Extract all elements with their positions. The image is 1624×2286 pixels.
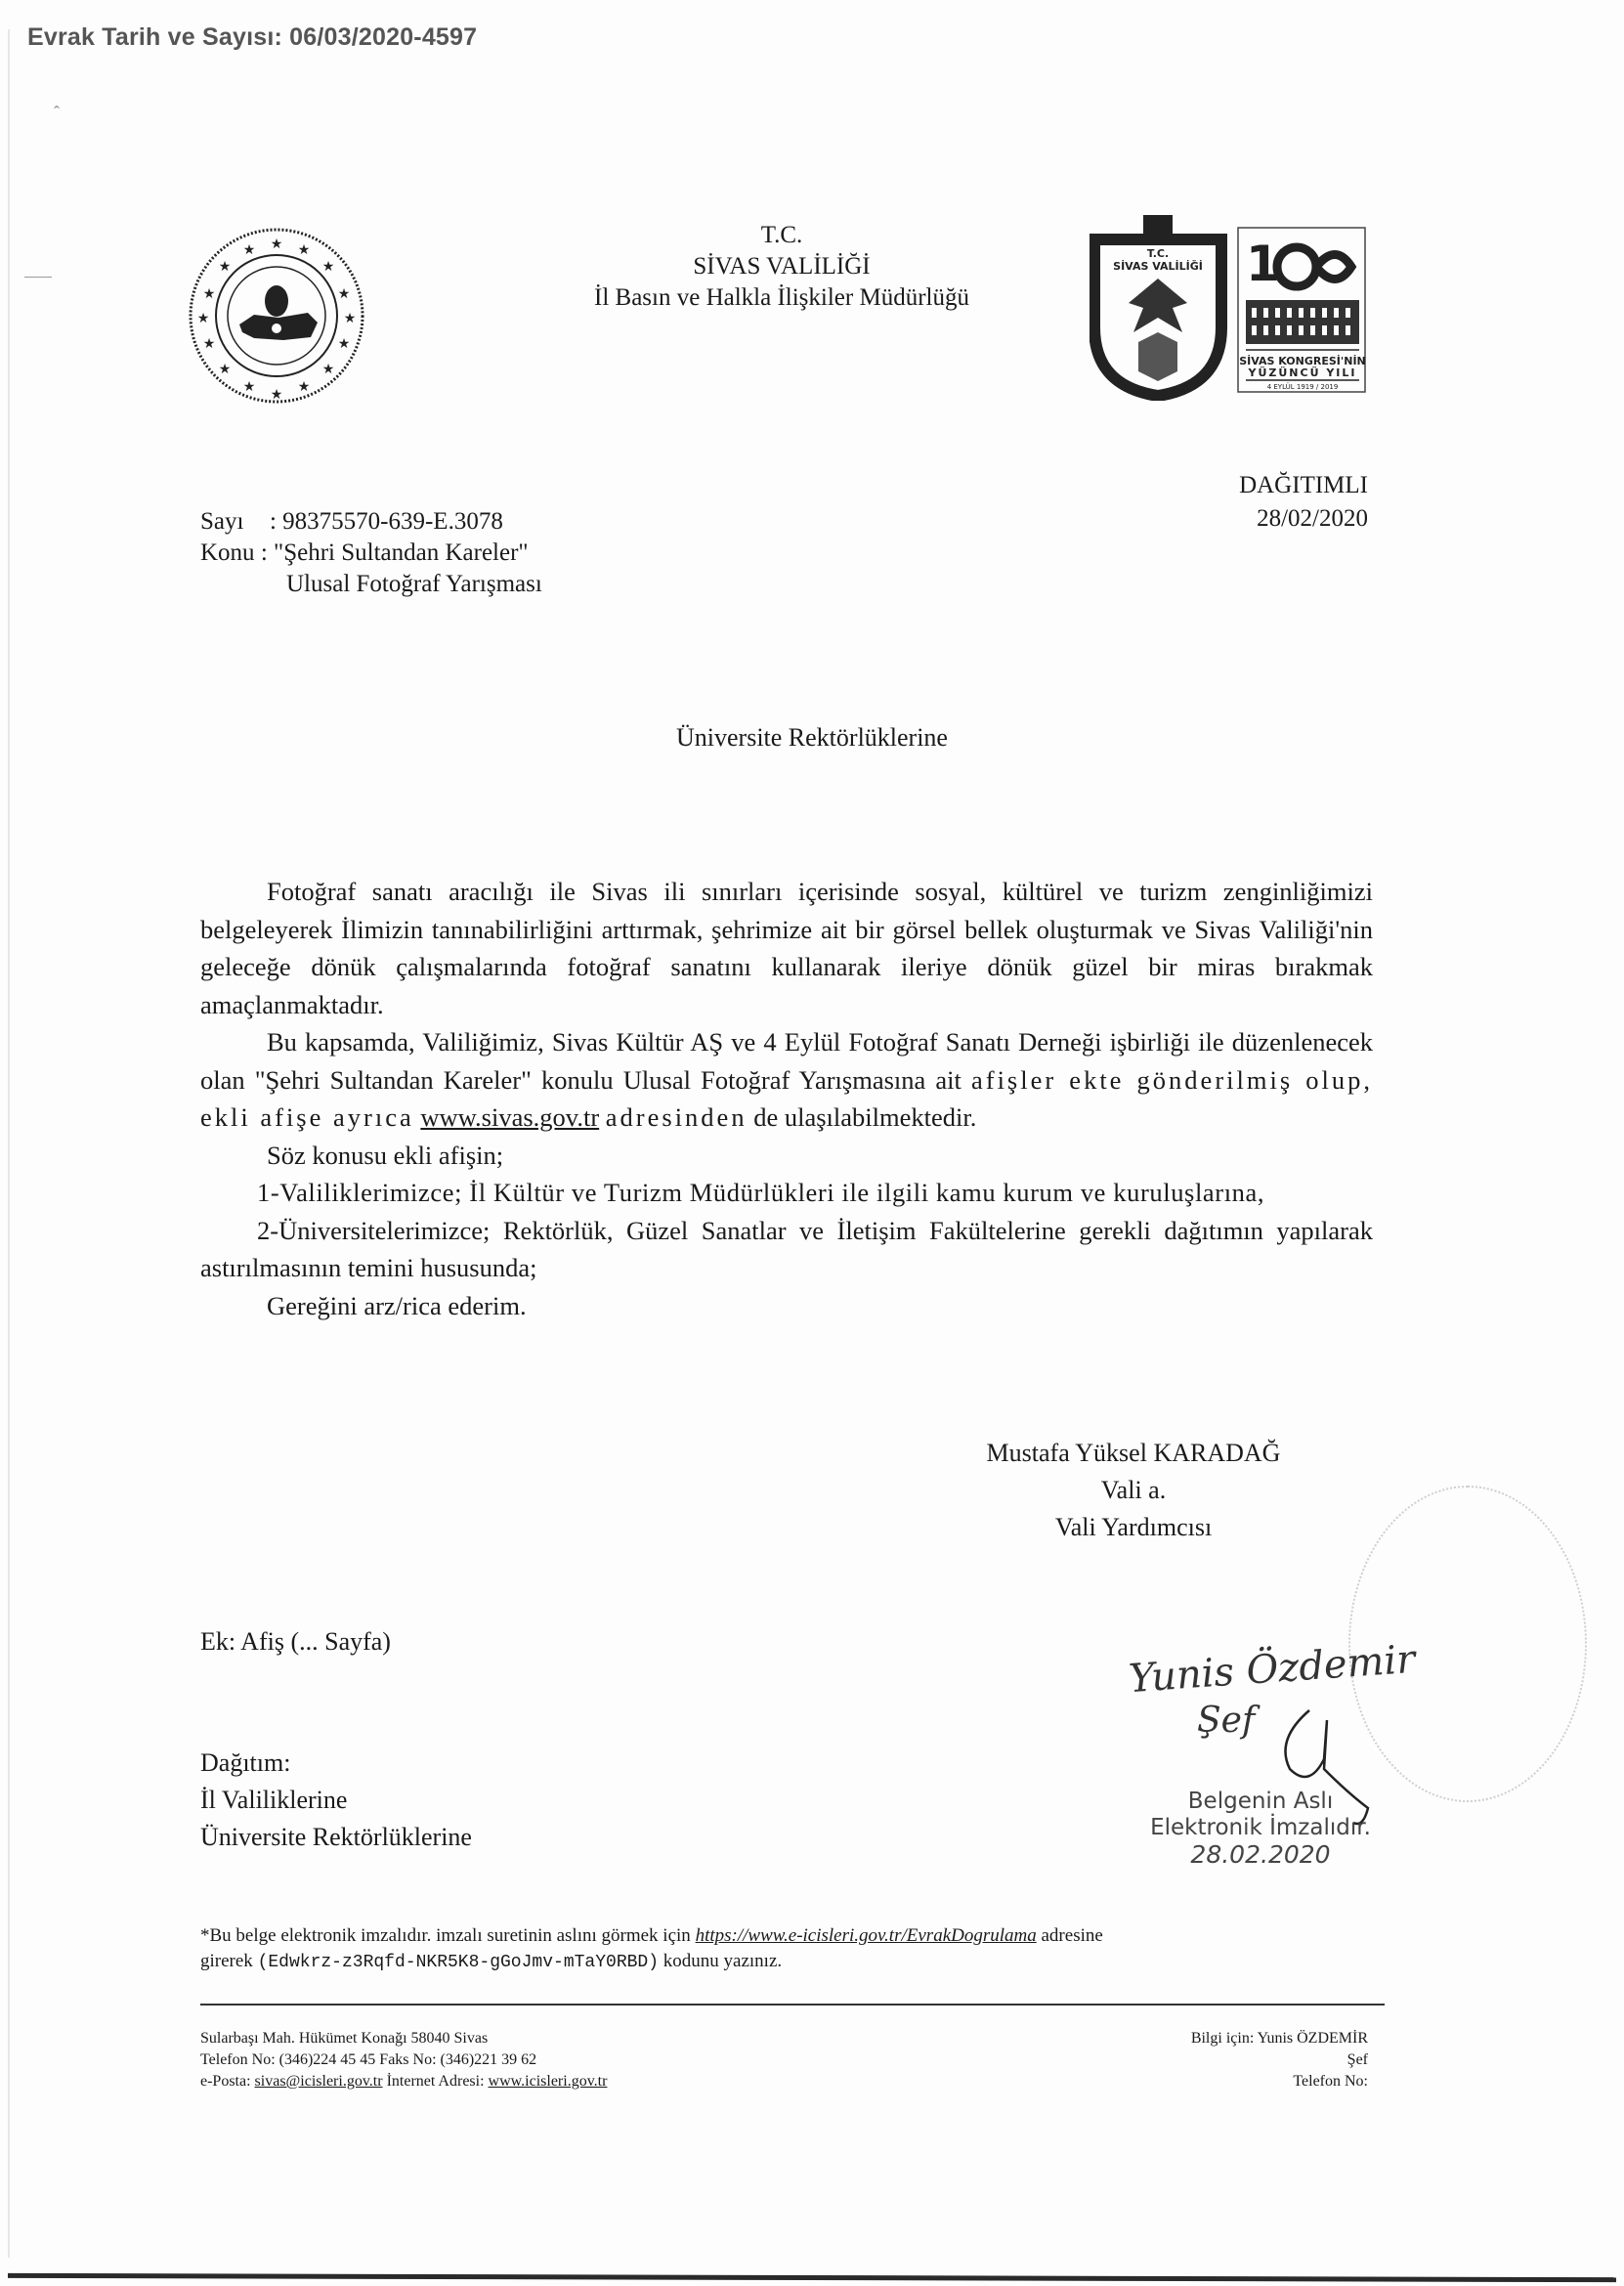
paragraph-2: Bu kapsamda, Valiliğimiz, Sivas Kültür AŞ ve 4 Eylül Fotoğraf Sanatı Derneği işbirliği ile düzenlenecek olan "Şehri Sultandan Kareler" konulu Ulusal Fotoğraf Yarışmasına ait afişler ekte gönderilmiş olup, ekli afişe ayrıca www.sivas.gov.tr adresinden de ulaşılabilmektedir. [200,1027,1373,1132]
paragraph-3: Söz konusu ekli afişin; [267,1140,504,1170]
signer-block [899,1435,1368,1546]
sayi-value: : 98375570-639-E.3078 [269,508,503,535]
signer-role-2: Vali Yardımcısı [1054,1513,1213,1541]
svg-text:★: ★ [270,237,283,252]
scan-mark: ˆ [54,103,60,122]
info-phone: Telefon No: [1293,2073,1368,2090]
svg-text:4 EYLÜL 1919 / 2019: 4 EYLÜL 1919 / 2019 [1266,383,1339,391]
footer-divider [200,2004,1385,2006]
distribution-date [1212,469,1368,536]
list-item-2: 2-Üniversitelerimizce; Rektörlük, Güzel Sanatlar ve İletişim Fakültelerine gerekli dağıtımın yapılarak astırılmasının temini hususunda; [200,1215,1373,1282]
punch-mark [24,277,52,278]
konu-label: Konu [200,539,255,566]
svg-text:★: ★ [297,379,311,395]
svg-text:★: ★ [202,286,216,302]
governorship-logos [1090,210,1373,401]
svg-text:SİVAS VALİLİĞİ: SİVAS VALİLİĞİ [1113,260,1203,273]
certify-line-2: Elektronik İmzalıdır. [1150,1815,1371,1840]
closing: Gereğini arz/rica ederim. [267,1290,527,1320]
email-link[interactable]: sivas@icisleri.gov.tr [254,2073,383,2090]
phone-fax: Telefon No: (346)224 45 45 Faks No: (346)221 39 62 [200,2051,537,2068]
konu-row [200,538,542,569]
email-web-row: e-Posta: sivas@icisleri.gov.tr İnternet Adresi: www.icisleri.gov.tr [200,2073,608,2090]
info-person: Bilgi için: Yunis ÖZDEMİR [1190,2030,1368,2047]
konu-value-line-2: Ulusal Fotoğraf Yarışması [286,571,542,597]
svg-text:T.C.: T.C. [1146,247,1170,260]
svg-text:★: ★ [218,259,232,275]
contact-info [200,2028,607,2092]
handwritten-title: Şef [1197,1701,1256,1741]
letterhead [440,220,1124,314]
attachment-note: Ek: Afiş (... Sayfa) [200,1627,391,1656]
paragraph-1: Fotoğraf sanatı aracılığı ile Sivas ili sınırları içerisinde sosyal, kültürel ve turizm zenginliğimizi belgeleyerek İlimizin tanınabilirliğini arttırmak, şehrimize ait bir görsel bellek oluşturmak ve Sivas Valiliği'nin geleceğe dönük çalışmalarında fotoğraf sanatını kullanarak ileriye dönük güzel bir miras bırakmak amaçlanmaktadır. [200,877,1373,1019]
sayi-label: Sayı [200,508,244,535]
svg-text:★: ★ [218,362,232,377]
handwritten-name: Yunis Özdemir [1127,1636,1417,1703]
signer-name: Mustafa Yüksel KARADAĞ [986,1439,1281,1467]
svg-text:★: ★ [297,242,311,258]
addressee: Üniversite Rektörlüklerine [676,723,948,752]
svg-text:★: ★ [337,286,351,302]
info-contact [1075,2028,1368,2092]
signer-role-1: Vali a. [1100,1476,1167,1504]
svg-text:★: ★ [270,387,283,403]
distribution-item: Üniversite Rektörlüklerine [200,1823,472,1851]
ministry-seal-icon [186,225,367,407]
konu-value: : "Şehri Sultandan Kareler" [260,539,529,566]
svg-text:★: ★ [196,311,210,326]
list-item-1: 1-Valiliklerimizce; İl Kültür ve Turizm Müdürlükleri ile ilgili kamu kurum ve kuruluşlarına, [257,1178,1265,1207]
svg-text:1: 1 [1246,236,1280,292]
info-title: Şef [1346,2051,1368,2068]
document-date: 28/02/2020 [1257,505,1368,532]
svg-text:★: ★ [343,311,357,326]
verification-code: (Edwkrz-z3Rqfd-NKR5K8-gGoJmv-mTaY0RBD) [257,1953,660,1972]
distribution-flag: DAĞITIMLI [1239,472,1368,498]
governorship-shield-icon [1090,210,1373,401]
page-bottom-edge [8,2273,1616,2282]
document-date-number-stamp: Evrak Tarih ve Sayısı: 06/03/2020-4597 [27,23,478,51]
certification-stamp [1124,1789,1397,1868]
e-signature-footnote: *Bu belge elektronik imzalıdır. imzalı suretinin aslını görmek için https://www.e-icisleri.gov.tr/EvrakDogrulama adresine girerek (Edwkrz-z3Rqfd-NKR5K8-gGoJmv-mTaY0RBD) kodunu yazınız. [200,1925,1103,1972]
sivas-website-link[interactable]: www.sivas.gov.tr [420,1102,600,1132]
letterhead-line-directorate: İl Basın ve Halkla İlişkiler Müdürlüğü [594,284,969,311]
svg-text:★: ★ [321,259,335,275]
website-link[interactable]: www.icisleri.gov.tr [488,2073,608,2090]
verification-link[interactable]: https://www.e-icisleri.gov.tr/EvrakDogrulama [695,1925,1037,1946]
distribution-label: Dağıtım: [200,1748,291,1777]
address: Sularbaşı Mah. Hükümet Konağı 58040 Sivas [200,2030,489,2047]
document-meta [200,506,542,600]
svg-text:YÜZÜNCÜ YILI: YÜZÜNCÜ YILI [1248,367,1357,379]
svg-text:★: ★ [337,336,351,352]
svg-text:★: ★ [321,362,335,377]
certify-date: 28.02.2020 [1190,1840,1331,1869]
letter-body [200,873,1373,1324]
sayi-row [200,506,542,538]
page-edge [8,29,10,2258]
svg-text:★: ★ [242,242,256,258]
letterhead-line-governorship: SİVAS VALİLİĞİ [693,253,871,280]
svg-text:★: ★ [202,336,216,352]
svg-text:SİVAS KONGRESİ'NİN: SİVAS KONGRESİ'NİN [1239,355,1366,367]
distribution-item: İl Valiliklerine [200,1786,348,1814]
svg-text:★: ★ [242,379,256,395]
letterhead-line-tc: T.C. [760,222,803,248]
certify-line-1: Belgenin Aslı [1187,1789,1334,1814]
distribution-list [200,1745,472,1856]
